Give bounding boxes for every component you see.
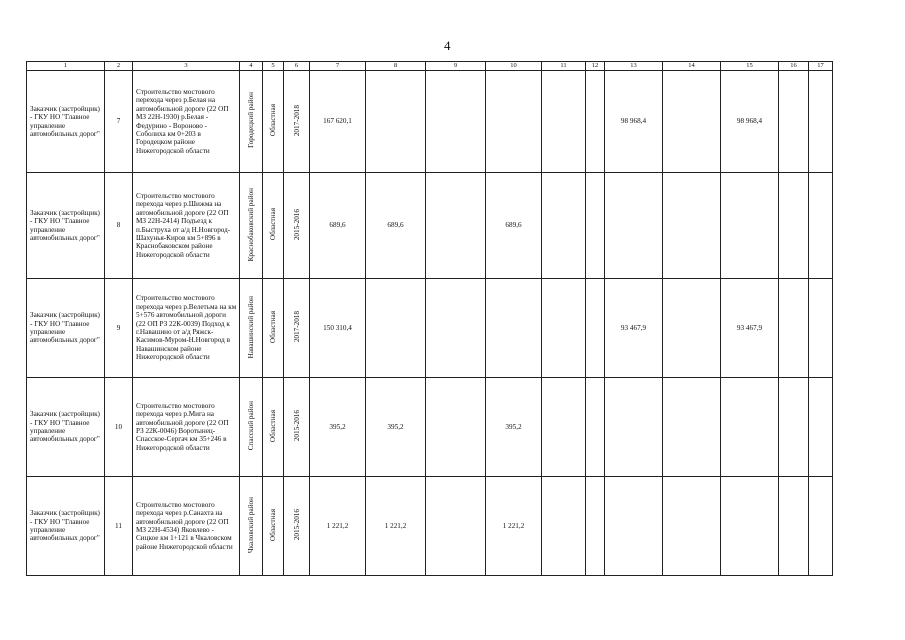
value-cell-14 (663, 71, 721, 173)
value-cell-12 (586, 477, 605, 576)
value-cell-12 (586, 173, 605, 279)
project-description-cell: Строительство мостового перехода через р.Мига на автомобильной дороге (22 ОП РЗ 22К-0046) Воротынец-Спасское-Сергач км 35+246 в Нижегородской области (133, 378, 240, 477)
value-cell-7: 167 620,1 (310, 71, 366, 173)
value-cell-16 (779, 173, 809, 279)
value-cell-17 (809, 378, 833, 477)
column-number: 11 (542, 62, 586, 71)
table-row (27, 279, 833, 378)
value-cell-15 (721, 477, 779, 576)
column-number: 5 (263, 62, 284, 71)
value-cell-15 (721, 378, 779, 477)
value-cell-13 (605, 173, 663, 279)
value-cell-16 (779, 378, 809, 477)
ownership-label: Областная (269, 310, 277, 343)
district-cell (240, 173, 263, 279)
column-number: 4 (240, 62, 263, 71)
value-cell-10 (486, 71, 542, 173)
project-description-cell: Строительство мостового перехода через р.Шижма на автомобильной дороге (22 ОП МЗ 22Н-2414) Подъезд к п.Быструха от а/д Н.Новгород-Шахунья-Киров км 5+896 в Краснобаковском районе Нижегородской области (133, 173, 240, 279)
district-label: Краснобаковский район (247, 187, 255, 261)
projects-table (26, 61, 833, 576)
table-row (27, 173, 833, 279)
page-number: 4 (444, 38, 451, 53)
project-description-cell: Строительство мостового перехода через р.Санахта на автомобильной дороге (22 ОП МЗ 22Н-4534) Яковлево - Сицкое км 1+121 в Чкаловском районе Нижегородской области (133, 477, 240, 576)
value-cell-9 (426, 173, 486, 279)
customer-cell: Заказчик (застройщик) - ГКУ НО "Главное управление автомобильных дорог" (27, 279, 105, 378)
column-number: 2 (105, 62, 133, 71)
customer-cell: Заказчик (застройщик) - ГКУ НО "Главное управление автомобильных дорог" (27, 477, 105, 576)
value-cell-13 (605, 477, 663, 576)
ownership-cell (263, 71, 284, 173)
value-cell-17 (809, 173, 833, 279)
row-number-cell: 7 (105, 71, 133, 173)
district-label: Навашинский район (247, 295, 255, 358)
value-cell-8: 395,2 (366, 378, 426, 477)
district-cell (240, 279, 263, 378)
table-row (27, 71, 833, 173)
ownership-cell (263, 378, 284, 477)
customer-cell: Заказчик (застройщик) - ГКУ НО "Главное управление автомобильных дорог" (27, 71, 105, 173)
value-cell-11 (542, 71, 586, 173)
value-cell-14 (663, 279, 721, 378)
district-cell (240, 71, 263, 173)
period-cell (284, 378, 310, 477)
period-label: 2015-2016 (292, 410, 301, 442)
value-cell-15: 93 467,9 (721, 279, 779, 378)
value-cell-17 (809, 71, 833, 173)
column-number: 16 (779, 62, 809, 71)
value-cell-9 (426, 71, 486, 173)
table-row (27, 378, 833, 477)
district-cell (240, 378, 263, 477)
value-cell-7: 1 221,2 (310, 477, 366, 576)
period-cell (284, 71, 310, 173)
value-cell-11 (542, 477, 586, 576)
column-number: 7 (310, 62, 366, 71)
ownership-cell (263, 279, 284, 378)
period-label: 2017-2018 (292, 311, 301, 343)
ownership-cell (263, 477, 284, 576)
value-cell-10 (486, 279, 542, 378)
value-cell-9 (426, 477, 486, 576)
value-cell-17 (809, 477, 833, 576)
value-cell-13 (605, 378, 663, 477)
project-description-cell: Строительство мостового перехода через р.Велетьма на км 5+576 автомобильной дороги (22 ОП РЗ 22К-0039) Подход к г.Навашино от а/д Ряжск-Касимов-Муром-Н.Новгород в Навашинском районе Нижегородской области (133, 279, 240, 378)
column-number: 1 (27, 62, 105, 71)
ownership-cell (263, 173, 284, 279)
column-number: 12 (586, 62, 605, 71)
column-number: 8 (366, 62, 426, 71)
value-cell-7: 689,6 (310, 173, 366, 279)
table-row (27, 477, 833, 576)
value-cell-7: 395,2 (310, 378, 366, 477)
column-number: 15 (721, 62, 779, 71)
period-label: 2015-2016 (292, 208, 301, 240)
value-cell-15: 98 968,4 (721, 71, 779, 173)
value-cell-11 (542, 173, 586, 279)
customer-cell: Заказчик (застройщик) - ГКУ НО "Главное управление автомобильных дорог" (27, 378, 105, 477)
column-number: 14 (663, 62, 721, 71)
district-cell (240, 477, 263, 576)
period-cell (284, 173, 310, 279)
value-cell-9 (426, 378, 486, 477)
value-cell-12 (586, 279, 605, 378)
value-cell-8: 1 221,2 (366, 477, 426, 576)
value-cell-10: 689,6 (486, 173, 542, 279)
value-cell-13: 98 968,4 (605, 71, 663, 173)
project-description-cell: Строительство мостового перехода через р.Белая на автомобильной дороге (22 ОП МЗ 22Н-1930) р.Белая - Федурино - Вороново - Соболиха км 0+203 в Городецком районе Нижегородской области (133, 71, 240, 173)
period-label: 2015-2016 (292, 509, 301, 541)
value-cell-10: 395,2 (486, 378, 542, 477)
value-cell-14 (663, 378, 721, 477)
district-label: Чкаловский район (247, 496, 255, 553)
row-number-cell: 11 (105, 477, 133, 576)
value-cell-12 (586, 378, 605, 477)
value-cell-16 (779, 477, 809, 576)
column-number: 6 (284, 62, 310, 71)
column-number: 3 (133, 62, 240, 71)
value-cell-8 (366, 71, 426, 173)
period-cell (284, 477, 310, 576)
value-cell-16 (779, 71, 809, 173)
column-number-row (27, 62, 833, 71)
period-cell (284, 279, 310, 378)
column-number: 13 (605, 62, 663, 71)
value-cell-9 (426, 279, 486, 378)
row-number-cell: 8 (105, 173, 133, 279)
value-cell-8 (366, 279, 426, 378)
column-number: 17 (809, 62, 833, 71)
value-cell-13: 93 467,9 (605, 279, 663, 378)
value-cell-16 (779, 279, 809, 378)
value-cell-14 (663, 173, 721, 279)
ownership-label: Областная (269, 104, 277, 137)
value-cell-17 (809, 279, 833, 378)
ownership-label: Областная (269, 208, 277, 241)
value-cell-12 (586, 71, 605, 173)
value-cell-10: 1 221,2 (486, 477, 542, 576)
value-cell-7: 150 310,4 (310, 279, 366, 378)
column-number: 9 (426, 62, 486, 71)
value-cell-14 (663, 477, 721, 576)
column-number: 10 (486, 62, 542, 71)
value-cell-15 (721, 173, 779, 279)
district-label: Городецкий район (247, 92, 255, 149)
customer-cell: Заказчик (застройщик) - ГКУ НО "Главное управление автомобильных дорог" (27, 173, 105, 279)
row-number-cell: 10 (105, 378, 133, 477)
period-label: 2017-2018 (292, 104, 301, 136)
ownership-label: Областная (269, 409, 277, 442)
row-number-cell: 9 (105, 279, 133, 378)
value-cell-11 (542, 378, 586, 477)
value-cell-11 (542, 279, 586, 378)
value-cell-8: 689,6 (366, 173, 426, 279)
district-label: Спасский район (247, 401, 255, 451)
ownership-label: Областная (269, 508, 277, 541)
